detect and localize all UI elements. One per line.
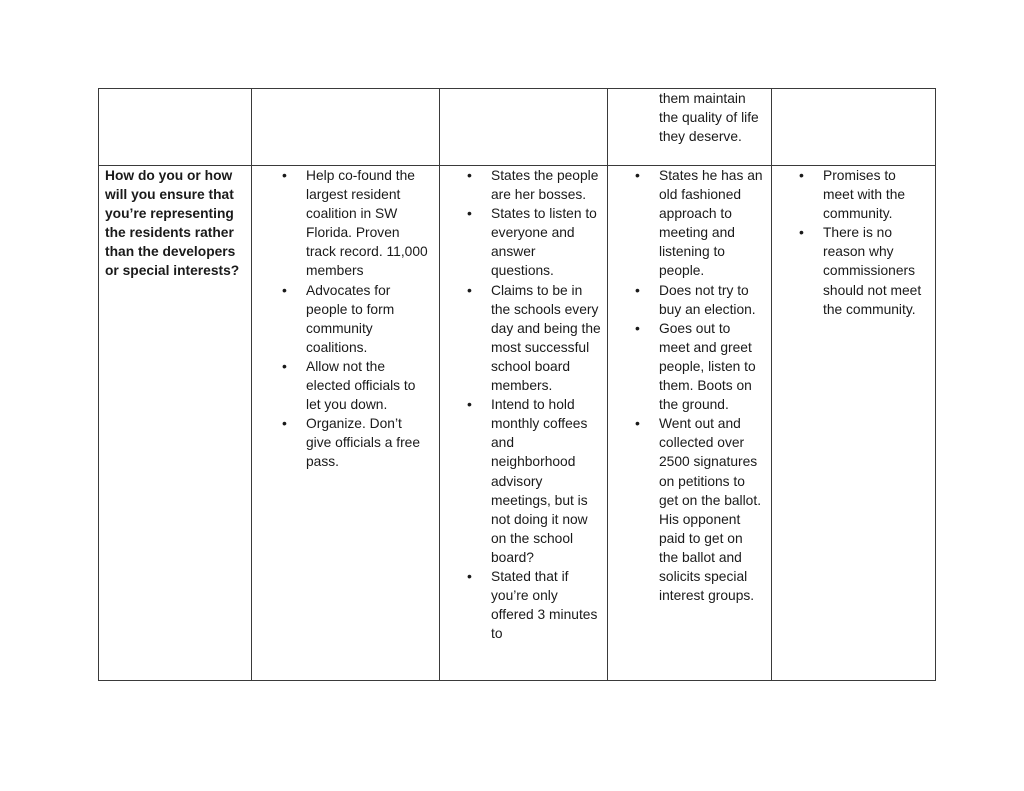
- list-item: • Went out and collected over 2500 signatures on petitions to get on the ballot. His opponent paid to get on the ballot and solicits special interest groups.: [627, 414, 763, 605]
- list-item: • Claims to be in the schools every day and being the most successful school board members.: [459, 281, 601, 396]
- row1-col4-continuation: [607, 89, 771, 146]
- table-border-bottom: [98, 680, 936, 681]
- list-item: • Goes out to meet and greet people, listen to them. Boots on the ground.: [627, 319, 763, 414]
- question-cell: [98, 166, 248, 281]
- list-item: • States he has an old fashioned approach to meeting and listening to people.: [627, 166, 763, 281]
- list-item: • States the people are her bosses.: [459, 166, 601, 204]
- question-text: How do you or how will you ensure that you’re representing the residents rather than the developers or special interests?: [105, 168, 240, 279]
- comparison-table: [98, 88, 936, 681]
- list-item: • States to listen to everyone and answer questions.: [459, 204, 601, 280]
- bullet-list: [627, 166, 763, 605]
- table-border-right: [935, 88, 936, 681]
- table-border-top: [98, 88, 936, 89]
- list-item: • Advocates for people to form community coalitions.: [274, 281, 429, 357]
- continuation-text: them maintain the quality of life they deserve.: [659, 91, 759, 145]
- answer-cell-col3: [439, 166, 605, 643]
- list-item: • Promises to meet with the community.: [791, 166, 929, 223]
- list-item: • Stated that if you’re only offered 3 minutes to: [459, 567, 601, 643]
- list-item: • Allow not the elected officials to let you down.: [274, 357, 429, 414]
- list-item: • Does not try to buy an election.: [627, 281, 763, 319]
- list-item: • Help co-found the largest resident coalition in SW Florida. Proven track record. 11,000 members: [274, 166, 429, 281]
- bullet-list: [459, 166, 601, 643]
- list-item: • Organize. Don’t give officials a free pass.: [274, 414, 429, 471]
- answer-cell-col4: [607, 166, 769, 605]
- bullet-list: [274, 166, 429, 472]
- answer-cell-col5: [771, 166, 933, 319]
- bullet-list: [791, 166, 929, 319]
- list-item: • Intend to hold monthly coffees and neighborhood advisory meetings, but is not doing it now on the school board?: [459, 395, 601, 567]
- answer-cell-col2: [251, 166, 435, 472]
- list-item: • There is no reason why commissioners should not meet the community.: [791, 223, 929, 318]
